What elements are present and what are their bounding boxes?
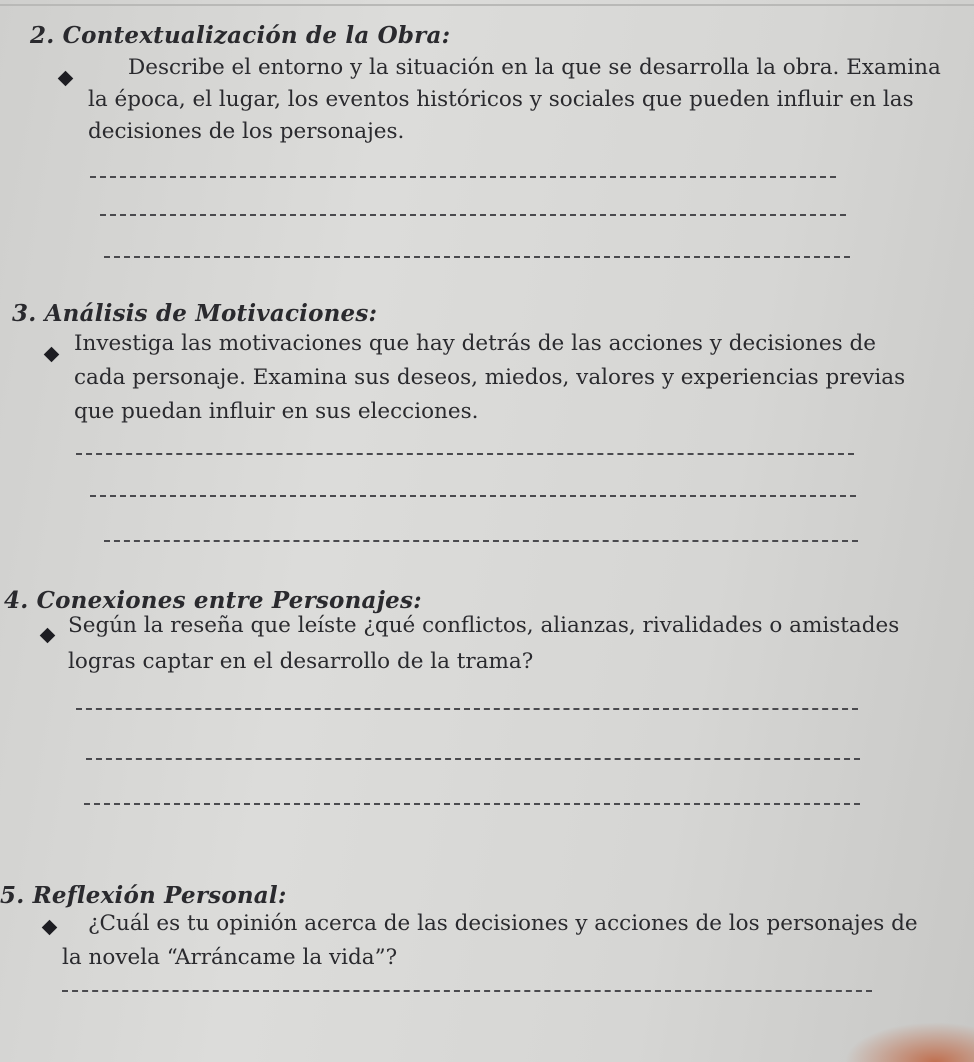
paragraph-line: cada personaje. Examina sus deseos, miedos, valores y experiencias previas bbox=[74, 365, 906, 390]
paragraph-line: logras captar en el desarrollo de la trama? bbox=[68, 649, 534, 674]
answer-line[interactable] bbox=[100, 214, 846, 216]
paragraph-line: ¿Cuál es tu opinión acerca de las decisiones y acciones de los personajes de bbox=[88, 911, 918, 936]
answer-line[interactable] bbox=[90, 495, 856, 497]
answer-line[interactable] bbox=[62, 990, 872, 992]
answer-line[interactable] bbox=[104, 256, 850, 258]
section-heading: 2. Contextualización de la Obra: bbox=[30, 22, 451, 49]
diamond-bullet-icon bbox=[40, 628, 56, 644]
paragraph-line: decisiones de los personajes. bbox=[88, 119, 405, 144]
paragraph-line: Investiga las motivaciones que hay detrás de las acciones y decisiones de bbox=[74, 331, 876, 356]
answer-line[interactable] bbox=[76, 708, 858, 710]
answer-line[interactable] bbox=[104, 540, 858, 542]
answer-line[interactable] bbox=[76, 453, 854, 455]
diamond-bullet-icon bbox=[44, 347, 60, 363]
paragraph-line: la novela “Arráncame la vida”? bbox=[62, 945, 398, 970]
paragraph-line: la época, el lugar, los eventos históricos y sociales que pueden influir en las bbox=[88, 87, 914, 112]
section-heading: 4. Conexiones entre Personajes: bbox=[4, 587, 422, 614]
page-edge-line bbox=[0, 4, 974, 6]
answer-line[interactable] bbox=[90, 176, 836, 178]
section-heading: 3. Análisis de Motivaciones: bbox=[12, 300, 378, 327]
paragraph-line: que puedan influir en sus elecciones. bbox=[74, 399, 479, 424]
answer-line[interactable] bbox=[86, 758, 860, 760]
diamond-bullet-icon bbox=[58, 71, 74, 87]
diamond-bullet-icon bbox=[42, 920, 58, 936]
answer-line[interactable] bbox=[84, 803, 860, 805]
photo-shadow bbox=[844, 1022, 974, 1062]
section-heading: 5. Reflexión Personal: bbox=[0, 882, 287, 909]
paragraph-line: Según la reseña que leíste ¿qué conflictos, alianzas, rivalidades o amistades bbox=[68, 613, 900, 638]
paragraph-line: Describe el entorno y la situación en la que se desarrolla la obra. Examina bbox=[128, 55, 941, 80]
